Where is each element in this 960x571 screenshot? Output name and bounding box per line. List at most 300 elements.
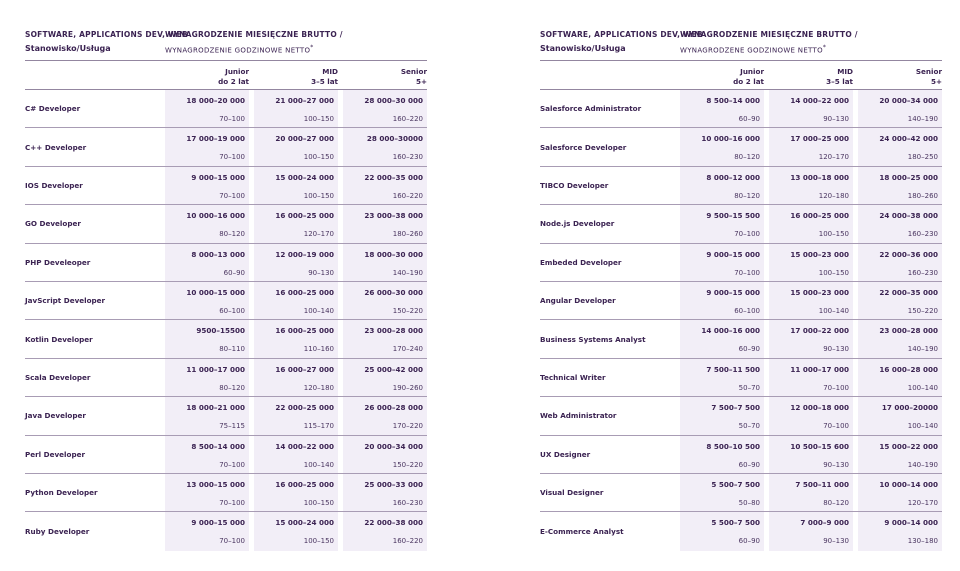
gross-salary-range: 22 000–35 000 bbox=[879, 287, 938, 297]
net-hourly-range: 150–220 bbox=[392, 306, 423, 315]
gross-salary-range: 15 000–23 000 bbox=[790, 287, 849, 297]
gross-salary-range: 9 500–15 500 bbox=[706, 211, 760, 221]
salary-cell-junior bbox=[680, 320, 764, 357]
net-hourly-range: 80–120 bbox=[823, 498, 849, 507]
net-hourly-range: 160–230 bbox=[392, 498, 423, 507]
position-name: Angular Developer bbox=[540, 296, 616, 306]
table-row bbox=[540, 436, 942, 474]
salary-cell-mid bbox=[769, 512, 853, 550]
gross-salary-range: 9 000–15 000 bbox=[706, 249, 760, 259]
salary-cell-mid bbox=[254, 512, 338, 550]
gross-salary-range: 9500–15500 bbox=[196, 326, 245, 336]
net-hourly-range: 80–120 bbox=[734, 191, 760, 200]
gross-salary-range: 8 500–14 000 bbox=[191, 441, 245, 451]
net-hourly-range: 90–130 bbox=[823, 460, 849, 469]
gross-salary-range: 9 000–15 000 bbox=[191, 172, 245, 182]
salary-cell-mid bbox=[254, 320, 338, 357]
position-name: Salesforce Administrator bbox=[540, 104, 642, 114]
table-body bbox=[540, 90, 942, 551]
net-hourly-range: 100–150 bbox=[818, 268, 849, 277]
net-hourly-range: 60–90 bbox=[738, 115, 760, 123]
salary-cell-mid bbox=[769, 436, 853, 473]
salary-cell-junior bbox=[165, 90, 249, 127]
gross-salary-range: 8 000–13 000 bbox=[191, 249, 245, 259]
net-hourly-range: 100–150 bbox=[818, 230, 849, 239]
gross-salary-range: 15 000–24 000 bbox=[275, 518, 334, 528]
gross-salary-range: 17 000–20000 bbox=[881, 403, 938, 413]
table-row bbox=[540, 244, 942, 282]
position-name: Kotlin Developer bbox=[25, 334, 93, 344]
position-name: Node.js Developer bbox=[540, 219, 615, 229]
net-rate-header bbox=[165, 44, 314, 54]
gross-salary-range: 23 000–38 000 bbox=[364, 211, 423, 221]
salary-cell-senior bbox=[858, 359, 942, 396]
table-row bbox=[540, 167, 942, 205]
salary-cell-mid bbox=[254, 282, 338, 319]
gross-salary-range: 26 000–30 000 bbox=[364, 287, 423, 297]
category-title: SOFTWARE, APPLICATIONS DEV, WEB bbox=[25, 30, 188, 39]
net-hourly-range: 80–120 bbox=[219, 230, 245, 239]
level-experience: do 2 lat bbox=[733, 77, 764, 86]
table-row bbox=[540, 512, 942, 550]
net-hourly-range: 100–140 bbox=[303, 460, 334, 469]
position-name: Scala Developer bbox=[25, 372, 91, 382]
salary-cell-mid bbox=[769, 474, 853, 511]
gross-salary-header: WYNAGRODZENIE MIESIĘCZNE BRUTTO / bbox=[680, 30, 858, 39]
salary-cell-junior bbox=[165, 167, 249, 204]
salary-cell-junior bbox=[165, 128, 249, 165]
salary-cell-mid bbox=[769, 90, 853, 127]
net-hourly-range: 150–220 bbox=[907, 306, 938, 315]
net-hourly-range: 50–70 bbox=[738, 383, 760, 392]
gross-salary-range: 20 000–34 000 bbox=[364, 441, 423, 451]
salary-cell-mid bbox=[254, 128, 338, 165]
salary-cell-senior bbox=[858, 128, 942, 165]
table-row bbox=[540, 320, 942, 358]
level-name: Junior bbox=[225, 67, 249, 76]
salary-cell-senior bbox=[343, 512, 427, 550]
net-hourly-range: 100–140 bbox=[303, 306, 334, 315]
net-rate-header-text: WYNAGRODZENIE GODZINOWE NETTO bbox=[165, 46, 311, 55]
net-hourly-range: 70–100 bbox=[734, 230, 760, 239]
net-hourly-range: 90–130 bbox=[308, 268, 334, 277]
salary-cell-junior bbox=[165, 512, 249, 550]
gross-salary-range: 18 000–25 000 bbox=[879, 172, 938, 182]
gross-salary-range: 9 000–14 000 bbox=[884, 518, 938, 528]
table-row bbox=[540, 90, 942, 128]
gross-salary-range: 8 000–12 000 bbox=[706, 172, 760, 182]
level-header-senior bbox=[858, 61, 942, 89]
net-hourly-range: 100–150 bbox=[303, 537, 334, 546]
position-name: C# Developer bbox=[25, 104, 81, 114]
gross-salary-range: 14 000–16 000 bbox=[701, 326, 760, 336]
salary-cell-senior bbox=[858, 244, 942, 281]
net-hourly-range: 130–180 bbox=[907, 537, 938, 546]
table-row bbox=[540, 128, 942, 166]
salary-cell-junior bbox=[680, 282, 764, 319]
gross-salary-range: 28 000–30 000 bbox=[364, 96, 423, 105]
gross-salary-range: 16 000–25 000 bbox=[275, 326, 334, 336]
gross-salary-range: 5 500–7 500 bbox=[711, 518, 760, 528]
salary-cell-junior bbox=[165, 359, 249, 396]
net-hourly-range: 100–140 bbox=[907, 383, 938, 392]
net-hourly-range: 115–170 bbox=[303, 422, 334, 431]
net-hourly-range: 75–115 bbox=[219, 422, 245, 431]
table-row bbox=[25, 244, 427, 282]
footnote-marker: * bbox=[822, 44, 827, 51]
net-hourly-range: 100–150 bbox=[303, 498, 334, 507]
salary-cell-junior bbox=[680, 436, 764, 473]
salary-cell-junior bbox=[680, 474, 764, 511]
net-hourly-range: 110–160 bbox=[303, 345, 334, 354]
table-row bbox=[540, 359, 942, 397]
salary-cell-mid bbox=[769, 205, 853, 242]
level-header-senior bbox=[343, 61, 427, 89]
position-name: Visual Designer bbox=[540, 488, 604, 498]
table-row bbox=[540, 282, 942, 320]
gross-salary-range: 25 000–33 000 bbox=[364, 479, 423, 489]
level-header-junior bbox=[165, 61, 249, 89]
gross-salary-range: 10 000–15 000 bbox=[186, 287, 245, 297]
position-name: Salesforce Developer bbox=[540, 142, 627, 152]
level-experience: 5+ bbox=[415, 77, 427, 86]
salary-cell-junior bbox=[165, 436, 249, 473]
table-row bbox=[25, 397, 427, 435]
net-hourly-range: 140–190 bbox=[907, 115, 938, 123]
net-hourly-range: 80–110 bbox=[219, 345, 245, 354]
net-hourly-range: 70–100 bbox=[219, 191, 245, 200]
salary-cell-senior bbox=[343, 128, 427, 165]
salary-cell-mid bbox=[254, 167, 338, 204]
position-name: Business Systems Analyst bbox=[540, 334, 646, 344]
net-hourly-range: 70–100 bbox=[823, 422, 849, 431]
net-hourly-range: 120–180 bbox=[303, 383, 334, 392]
table-row bbox=[25, 436, 427, 474]
gross-salary-range: 7 500–11 500 bbox=[706, 364, 760, 374]
net-hourly-range: 80–120 bbox=[734, 153, 760, 162]
gross-salary-range: 25 000–42 000 bbox=[364, 364, 423, 374]
salary-cell-senior bbox=[858, 320, 942, 357]
gross-salary-range: 22 000–38 000 bbox=[364, 518, 423, 528]
salary-cell-senior bbox=[858, 512, 942, 550]
net-hourly-range: 190–260 bbox=[392, 383, 423, 392]
salary-cell-senior bbox=[343, 205, 427, 242]
salary-cell-junior bbox=[680, 359, 764, 396]
footnote-marker: * bbox=[310, 44, 314, 51]
gross-salary-range: 28 000–30000 bbox=[366, 134, 423, 144]
salary-cell-junior bbox=[165, 282, 249, 319]
gross-salary-range: 22 000–36 000 bbox=[879, 249, 938, 259]
gross-salary-range: 7 000–9 000 bbox=[800, 518, 849, 528]
level-headers-spacer bbox=[540, 61, 675, 89]
salary-cell-senior bbox=[858, 474, 942, 511]
gross-salary-range: 16 000–27 000 bbox=[275, 364, 334, 374]
net-hourly-range: 100–140 bbox=[818, 306, 849, 315]
header-rule bbox=[25, 60, 427, 61]
level-header-junior bbox=[680, 61, 764, 89]
gross-salary-range: 10 500–15 600 bbox=[790, 441, 849, 451]
salary-cell-junior bbox=[165, 244, 249, 281]
gross-salary-range: 11 000–17 000 bbox=[186, 364, 245, 374]
net-rate-header-text: WYNAGRODZENE GODZINOWE NETTO bbox=[680, 46, 823, 55]
position-name: UX Designer bbox=[540, 449, 591, 459]
gross-salary-range: 16 000–28 000 bbox=[879, 364, 938, 374]
gross-salary-range: 18 000–21 000 bbox=[186, 403, 245, 413]
level-header-mid bbox=[254, 61, 338, 89]
position-name: C++ Developer bbox=[25, 142, 87, 152]
net-hourly-range: 100–150 bbox=[303, 153, 334, 162]
gross-salary-range: 20 000–34 000 bbox=[879, 96, 938, 105]
gross-salary-range: 21 000–27 000 bbox=[275, 96, 334, 105]
salary-table-right bbox=[540, 24, 942, 551]
net-hourly-range: 60–90 bbox=[738, 460, 760, 469]
table-row bbox=[25, 282, 427, 320]
salary-cell-senior bbox=[343, 436, 427, 473]
net-hourly-range: 100–150 bbox=[303, 191, 334, 200]
salary-cell-junior bbox=[680, 205, 764, 242]
table-header bbox=[25, 24, 427, 60]
position-name: PHP Develeoper bbox=[25, 257, 91, 267]
net-hourly-range: 140–190 bbox=[907, 460, 938, 469]
salary-cell-senior bbox=[343, 397, 427, 434]
net-hourly-range: 80–120 bbox=[219, 383, 245, 392]
net-hourly-range: 120–180 bbox=[818, 191, 849, 200]
gross-salary-range: 17 000–22 000 bbox=[790, 326, 849, 336]
table-row bbox=[25, 359, 427, 397]
salary-cell-mid bbox=[254, 359, 338, 396]
salary-cell-senior bbox=[343, 474, 427, 511]
level-experience: 3–5 lat bbox=[311, 77, 338, 86]
salary-cell-mid bbox=[254, 90, 338, 127]
table-row bbox=[25, 167, 427, 205]
salary-cell-mid bbox=[254, 397, 338, 434]
net-hourly-range: 70–100 bbox=[823, 383, 849, 392]
salary-cell-junior bbox=[165, 320, 249, 357]
header-rule bbox=[540, 60, 942, 61]
position-name: Technical Writer bbox=[540, 372, 606, 382]
net-hourly-range: 70–100 bbox=[219, 115, 245, 123]
gross-salary-range: 16 000–25 000 bbox=[275, 479, 334, 489]
table-body bbox=[25, 90, 427, 551]
table-row bbox=[25, 474, 427, 512]
gross-salary-range: 17 000–19 000 bbox=[186, 134, 245, 144]
gross-salary-range: 7 500–7 500 bbox=[711, 403, 760, 413]
net-hourly-range: 70–100 bbox=[219, 460, 245, 469]
gross-salary-range: 12 000–18 000 bbox=[790, 403, 849, 413]
gross-salary-range: 10 000–14 000 bbox=[879, 479, 938, 489]
table-header bbox=[540, 24, 942, 60]
level-experience: 3–5 lat bbox=[826, 77, 853, 86]
gross-salary-range: 18 000–20 000 bbox=[186, 96, 245, 105]
salary-cell-mid bbox=[254, 474, 338, 511]
level-headers-spacer bbox=[25, 61, 160, 89]
position-name: TIBCO Developer bbox=[540, 180, 609, 190]
net-hourly-range: 60–100 bbox=[219, 306, 245, 315]
salary-table-left bbox=[25, 24, 427, 551]
salary-cell-mid bbox=[254, 244, 338, 281]
salary-cell-junior bbox=[165, 205, 249, 242]
salary-cell-junior bbox=[680, 512, 764, 550]
gross-salary-range: 15 000–23 000 bbox=[790, 249, 849, 259]
net-hourly-range: 60–90 bbox=[738, 537, 760, 546]
gross-salary-range: 23 000–28 000 bbox=[879, 326, 938, 336]
gross-salary-range: 13 000–15 000 bbox=[186, 479, 245, 489]
level-experience: 5+ bbox=[930, 77, 942, 86]
level-name: MID bbox=[322, 67, 338, 76]
salary-cell-mid bbox=[769, 167, 853, 204]
position-name: Java Developer bbox=[25, 411, 86, 421]
net-hourly-range: 60–90 bbox=[738, 345, 760, 354]
salary-cell-senior bbox=[343, 359, 427, 396]
gross-salary-range: 8 500–10 500 bbox=[706, 441, 760, 451]
net-hourly-range: 160–230 bbox=[907, 268, 938, 277]
net-rate-header bbox=[680, 44, 826, 54]
gross-salary-range: 16 000–25 000 bbox=[275, 211, 334, 221]
gross-salary-range: 16 000–25 000 bbox=[790, 211, 849, 221]
level-name: Junior bbox=[740, 67, 764, 76]
net-hourly-range: 50–70 bbox=[738, 422, 760, 431]
net-hourly-range: 160–220 bbox=[392, 191, 423, 200]
gross-salary-range: 22 000–35 000 bbox=[364, 172, 423, 182]
salary-cell-junior bbox=[680, 397, 764, 434]
salary-cell-mid bbox=[769, 359, 853, 396]
gross-salary-range: 7 500–11 000 bbox=[795, 479, 849, 489]
position-name: Perl Developer bbox=[25, 449, 86, 459]
position-name: E-Commerce Analyst bbox=[540, 526, 624, 536]
net-hourly-range: 120–170 bbox=[818, 153, 849, 162]
gross-salary-range: 26 000–28 000 bbox=[364, 403, 423, 413]
salary-cell-senior bbox=[858, 436, 942, 473]
gross-salary-range: 20 000–27 000 bbox=[275, 134, 334, 144]
salary-cell-junior bbox=[680, 167, 764, 204]
salary-cell-mid bbox=[769, 282, 853, 319]
gross-salary-range: 14 000–22 000 bbox=[275, 441, 334, 451]
net-hourly-range: 160–230 bbox=[392, 153, 423, 162]
net-hourly-range: 60–100 bbox=[734, 306, 760, 315]
position-column-header: Stanowisko/Usługa bbox=[25, 44, 111, 53]
net-hourly-range: 160–230 bbox=[907, 230, 938, 239]
table-row bbox=[25, 512, 427, 550]
net-hourly-range: 140–190 bbox=[907, 345, 938, 354]
salary-cell-mid bbox=[769, 397, 853, 434]
salary-cell-junior bbox=[165, 397, 249, 434]
salary-cell-senior bbox=[858, 167, 942, 204]
salary-cell-senior bbox=[343, 320, 427, 357]
salary-cell-mid bbox=[769, 128, 853, 165]
salary-cell-mid bbox=[254, 436, 338, 473]
net-hourly-range: 90–130 bbox=[823, 537, 849, 546]
level-headers bbox=[540, 61, 942, 89]
gross-salary-range: 9 000–15 000 bbox=[706, 287, 760, 297]
salary-cell-mid bbox=[769, 320, 853, 357]
net-hourly-range: 120–170 bbox=[907, 498, 938, 507]
position-name: IOS Developer bbox=[25, 180, 83, 190]
gross-salary-range: 16 000–25 000 bbox=[275, 287, 334, 297]
net-hourly-range: 70–100 bbox=[219, 153, 245, 162]
gross-salary-range: 15 000–22 000 bbox=[879, 441, 938, 451]
gross-salary-range: 14 000–22 000 bbox=[790, 96, 849, 105]
gross-salary-range: 11 000–17 000 bbox=[790, 364, 849, 374]
net-hourly-range: 140–190 bbox=[392, 268, 423, 277]
salary-cell-senior bbox=[858, 397, 942, 434]
position-column-header: Stanowisko/Usługa bbox=[540, 44, 626, 53]
gross-salary-header: WYNAGRODZENIE MIESIĘCZNE BRUTTO / bbox=[165, 30, 343, 39]
table-row bbox=[25, 320, 427, 358]
net-hourly-range: 160–220 bbox=[392, 537, 423, 546]
net-hourly-range: 70–100 bbox=[219, 537, 245, 546]
level-header-mid bbox=[769, 61, 853, 89]
position-name: GO Developer bbox=[25, 219, 81, 229]
net-hourly-range: 90–130 bbox=[823, 115, 849, 123]
net-hourly-range: 170–240 bbox=[392, 345, 423, 354]
gross-salary-range: 23 000–28 000 bbox=[364, 326, 423, 336]
salary-cell-junior bbox=[680, 128, 764, 165]
position-name: Ruby Developer bbox=[25, 526, 90, 536]
net-hourly-range: 70–100 bbox=[734, 268, 760, 277]
level-experience: do 2 lat bbox=[218, 77, 249, 86]
net-hourly-range: 70–100 bbox=[219, 498, 245, 507]
salary-cell-mid bbox=[254, 205, 338, 242]
level-headers bbox=[25, 61, 427, 89]
net-hourly-range: 50–80 bbox=[738, 498, 760, 507]
gross-salary-range: 5 500–7 500 bbox=[711, 479, 760, 489]
net-hourly-range: 180–260 bbox=[907, 191, 938, 200]
salary-cell-senior bbox=[343, 167, 427, 204]
gross-salary-range: 15 000–24 000 bbox=[275, 172, 334, 182]
gross-salary-range: 10 000–16 000 bbox=[701, 134, 760, 144]
position-name: Web Administrator bbox=[540, 411, 617, 421]
gross-salary-range: 24 000–38 000 bbox=[879, 211, 938, 221]
table-row bbox=[540, 474, 942, 512]
gross-salary-range: 13 000–18 000 bbox=[790, 172, 849, 182]
gross-salary-range: 12 000–19 000 bbox=[275, 249, 334, 259]
table-row bbox=[25, 90, 427, 128]
net-hourly-range: 180–260 bbox=[392, 230, 423, 239]
position-name: JavScript Developer bbox=[25, 296, 106, 306]
gross-salary-range: 22 000–25 000 bbox=[275, 403, 334, 413]
gross-salary-range: 8 500–14 000 bbox=[706, 96, 760, 105]
position-name: Embeded Developer bbox=[540, 257, 622, 267]
table-row bbox=[25, 205, 427, 243]
net-hourly-range: 60–90 bbox=[223, 268, 245, 277]
salary-cell-senior bbox=[858, 282, 942, 319]
level-name: Senior bbox=[400, 67, 427, 76]
gross-salary-range: 18 000–30 000 bbox=[364, 249, 423, 259]
net-hourly-range: 160–220 bbox=[392, 115, 423, 123]
level-name: MID bbox=[837, 67, 853, 76]
salary-cell-mid bbox=[769, 244, 853, 281]
salary-cell-senior bbox=[343, 90, 427, 127]
net-hourly-range: 100–140 bbox=[907, 422, 938, 431]
net-hourly-range: 180–250 bbox=[907, 153, 938, 162]
salary-cell-senior bbox=[343, 244, 427, 281]
gross-salary-range: 17 000–25 000 bbox=[790, 134, 849, 144]
category-title: SOFTWARE, APPLICATIONS DEV, WEB bbox=[540, 30, 703, 39]
net-hourly-range: 120–170 bbox=[303, 230, 334, 239]
table-row bbox=[540, 397, 942, 435]
gross-salary-range: 10 000–16 000 bbox=[186, 211, 245, 221]
salary-cell-senior bbox=[343, 282, 427, 319]
salary-cell-junior bbox=[680, 244, 764, 281]
table-row bbox=[25, 128, 427, 166]
table-row bbox=[540, 205, 942, 243]
position-name: Python Developer bbox=[25, 488, 98, 498]
level-name: Senior bbox=[915, 67, 942, 76]
salary-cell-senior bbox=[858, 90, 942, 127]
salary-cell-senior bbox=[858, 205, 942, 242]
net-hourly-range: 90–130 bbox=[823, 345, 849, 354]
net-hourly-range: 150–220 bbox=[392, 460, 423, 469]
